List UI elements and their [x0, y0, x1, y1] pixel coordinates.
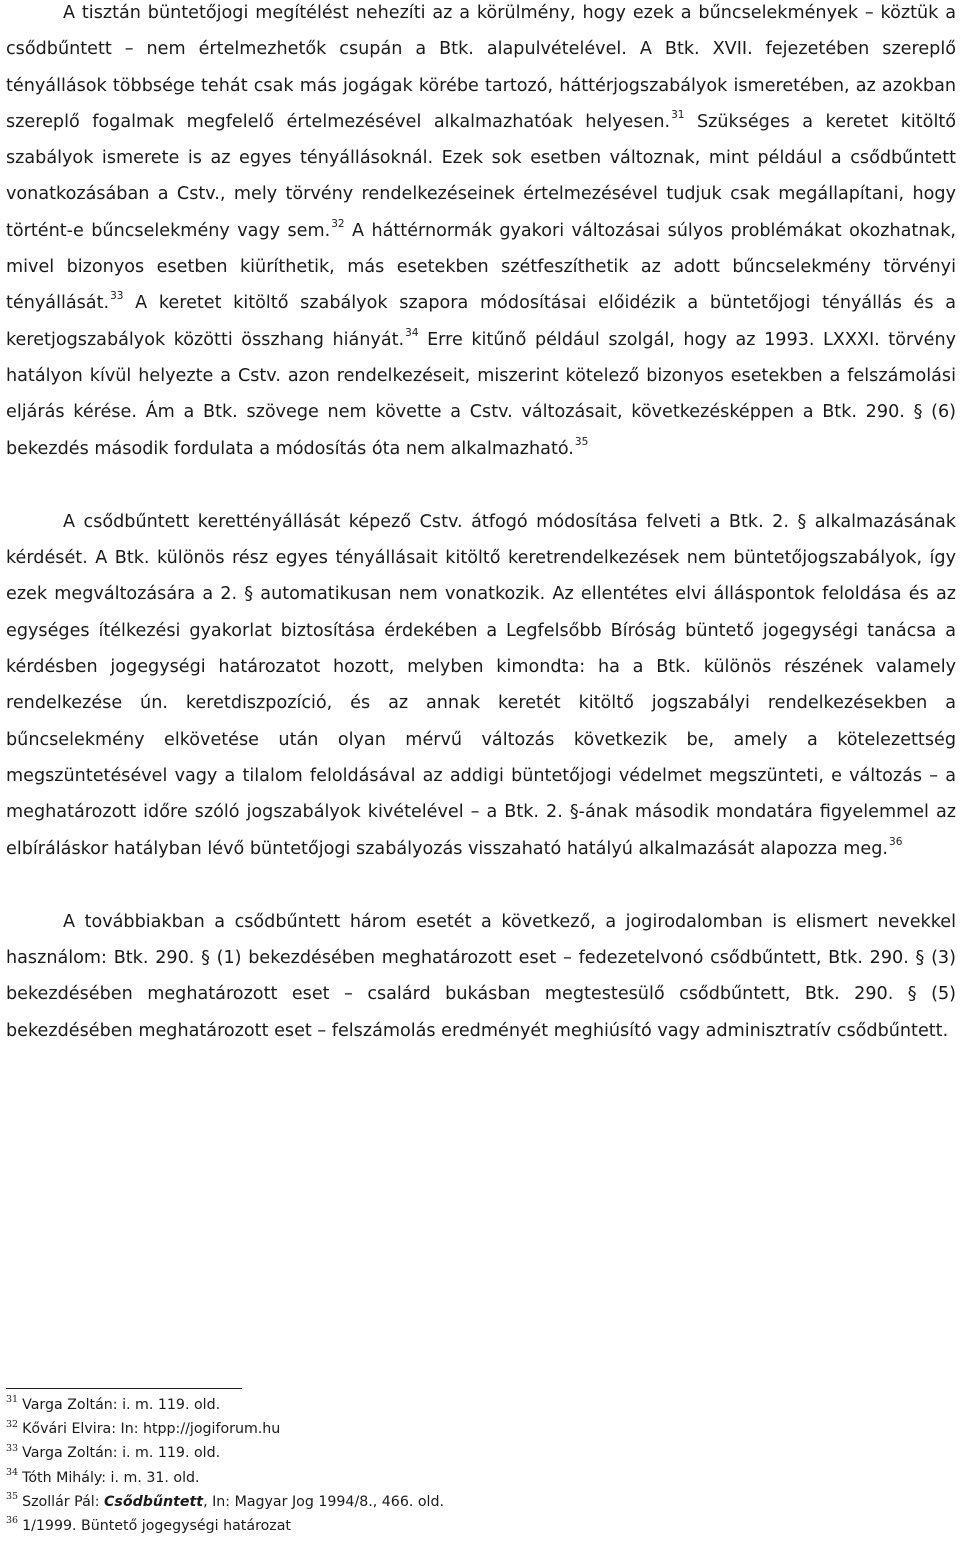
footnote-separator [6, 1388, 242, 1389]
footnote-text: Varga Zoltán: i. m. 119. old. [22, 1445, 221, 1462]
paragraph-3-segment-1: A továbbiakban a csődbűntett három esetét a következő, a jogirodalomban is elismert nevekkel használom: Btk. 290. § (1) bekezdésében meghatározott eset – fedezetelvonó csődbűntett, Btk. 290. § (3) bekezdésében meghatározott eset – csalárd bukásban megtestesülő csődbűntett, Btk. 290. § (5) bekezdésében meghatározott eset – felszámolás eredményét meghiúsító vagy adminisztratív csődbűntett. [6, 911, 956, 1041]
footnote-31 [6, 1393, 706, 1417]
document-page [6, 0, 956, 1049]
footnote-number: 33 [6, 1442, 19, 1454]
footnote-34 [6, 1466, 706, 1490]
footnote-35 [6, 1490, 706, 1514]
footnote-number: 31 [6, 1394, 19, 1406]
footnote-text: Tóth Mihály: i. m. 31. old. [22, 1469, 200, 1486]
footnote-text-rest: , In: Magyar Jog 1994/8., 466. old. [203, 1493, 445, 1510]
footnote-ref-35[interactable]: 35 [574, 435, 589, 448]
paragraph-1 [6, 0, 956, 467]
paragraph-1-segment-5: Erre kitűnő például szolgál, hogy az 1993. LXXXI. törvény hatályon kívül helyezte a Cstv. azon rendelkezéseit, miszerint kötelező bizonyos esetekben a felszámolási eljárás kérése. Ám a Btk. szövege nem követte a Cstv. változásait, következésképpen a Btk. 290. § (6) bekezdés második fordulata a módosítás óta nem alkalmazható. [6, 329, 957, 459]
paragraph-1-segment-4: A keretet kitöltő szabályok szapora módosításai előidézik a büntetőjogi tényállás és a keretjogszabályok közötti összhang hiányát. [6, 293, 956, 350]
paragraph-2-segment-1: A csődbűntett kerettényállását képező Cstv. átfogó módosítása felveti a Btk. 2. § alkalmazásának kérdését. A Btk. különös rész egyes tényállásait kitöltő keretrendelkezések nem büntetőjogszabályok, így ezek megváltozására a 2. § automatikusan nem vonatkozik. Az ellentétes elvi álláspontok feloldása és az egységes ítélkezési gyakorlat biztosítása érdekében a Legfelsőbb Bíróság büntető jogegységi tanácsa a kérdésben jogegységi határozatot hozott, melyben kimondta: ha a Btk. különös részének valamely rendelkezése ún. keretdiszpozíció, és az annak keretét kitöltő jogszabályi rendelkezésekben a bűncselekmény elkövetése után olyan mérvű változás következik be, amely a kötelezettség megszüntetésével vagy a tilalom feloldásával az addigi büntetőjogi védelmet megszünteti, e változás – a meghatározott időre szóló jogszabályok kivételével – a Btk. 2. §-ának második mondatára figyelemmel az elbíráláskor hatályban lévő büntetőjogi szabályozás visszaható hatályú alkalmazását alapozza meg. [6, 511, 956, 859]
footnote-number: 35 [6, 1491, 19, 1503]
footnote-text: Varga Zoltán: i. m. 119. old. [22, 1397, 221, 1413]
footnote-number: 36 [6, 1515, 19, 1527]
footnote-ref-36[interactable]: 36 [889, 835, 903, 848]
footnote-ref-32[interactable]: 32 [331, 217, 345, 230]
paragraph-3 [6, 904, 956, 1049]
footnote-ref-34[interactable]: 34 [405, 326, 419, 339]
footnote-text: Kővári Elvira: In: htpp://jogiforum.hu [22, 1421, 281, 1438]
footnote-text: Szollár Pál: [22, 1493, 104, 1510]
footnote-text: 1/1999. Büntető jogegységi határozat [22, 1518, 291, 1535]
footnotes-section [6, 1388, 706, 1538]
paragraph-1-segment-2: Szükséges a keretet kitöltő szabályok ismerete is az egyes tényállásoknál. Ezek sok esetben változnak, mint például a csődbűntett vonatkozásában a Cstv., mely törvény rendelkezéseinek értelmezésével tudjuk csak megállapítani, hogy történt-e bűncselekmény vagy sem. [6, 111, 956, 241]
footnote-ref-31[interactable]: 31 [671, 108, 685, 121]
footnote-33 [6, 1441, 706, 1465]
footnote-title: Csődbűntett [104, 1493, 204, 1510]
footnote-number: 34 [6, 1466, 19, 1478]
footnote-number: 32 [6, 1418, 19, 1430]
footnote-ref-33[interactable]: 33 [110, 290, 124, 303]
paragraph-1-segment-1: A tisztán büntetőjogi megítélést nehezíti az a körülmény, hogy ezek a bűncselekmények – köztük a csődbűntett – nem értelmezhetők csupán a Btk. alapulvételével. A Btk. XVII. fejezetében szereplő tényállások többsége tehát csak más jogágak körébe tartozó, háttérjogszabályok ismeretében, az azokban szereplő fogalmak megfelelő értelmezésével alkalmazhatóak helyesen. [6, 3, 956, 132]
footnote-32 [6, 1417, 706, 1441]
paragraph-1-segment-3: A háttérnormák gyakori változásai súlyos problémákat okozhatnak, mivel bizonyos esetben kiüríthetik, más esetekben szétfeszíthetik az adott bűncselekmény törvényi tényállását. [6, 220, 956, 314]
footnote-36 [6, 1514, 706, 1538]
paragraph-2 [6, 504, 956, 867]
